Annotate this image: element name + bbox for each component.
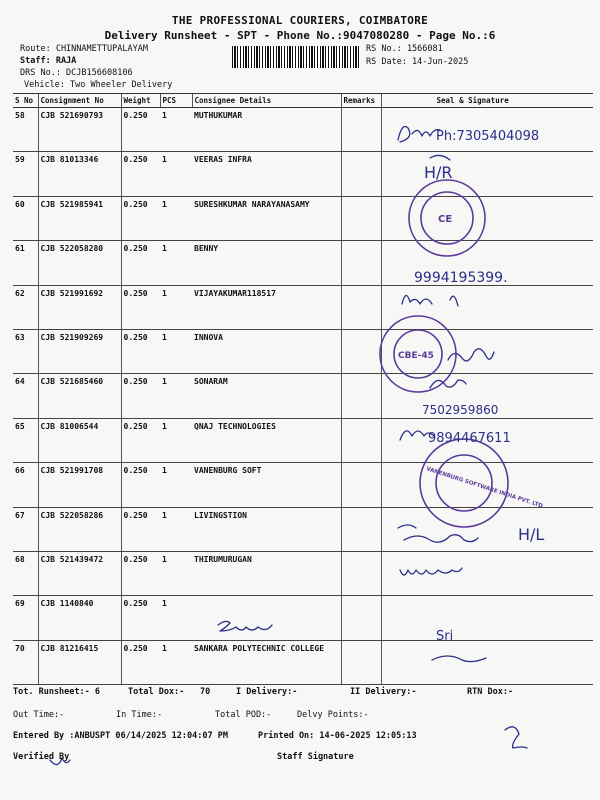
- cell-consignment: CJB 521991708: [38, 463, 121, 507]
- rs-number: RS No.: 1566081: [366, 44, 443, 54]
- cell-weight: 0.250: [121, 418, 160, 462]
- col-header-consignment: Consignment No: [38, 94, 121, 108]
- cell-consignment: CJB 81216415: [38, 640, 121, 684]
- cell-pcs: 1: [160, 507, 192, 551]
- cell-consignment: CJB 81006544: [38, 418, 121, 462]
- cell-consignee: INNOVA: [192, 329, 341, 373]
- handwritten-phone: 7502959860: [422, 403, 499, 417]
- cell-sno: 64: [13, 374, 38, 418]
- cell-consignee: LIVINGSTION: [192, 507, 341, 551]
- cell-consignment: CJB 521439472: [38, 551, 121, 595]
- seal-text: CE: [438, 214, 453, 225]
- verified-by: Verified By: [13, 752, 70, 762]
- handwritten-note: H/L: [518, 525, 545, 544]
- cell-pcs: 1: [160, 374, 192, 418]
- total-dox-label: Total Dox:-: [128, 687, 185, 697]
- signature-scribble: [505, 727, 527, 748]
- cell-weight: 0.250: [121, 551, 160, 595]
- handwritten-phone: 9994195399.: [414, 270, 508, 286]
- i-delivery: I Delivery:-: [236, 687, 298, 697]
- entered-by: Entered By :ANBUSPT 06/14/2025 12:04:07 PM: [13, 731, 228, 741]
- col-header-weight: Weight: [121, 94, 160, 108]
- cell-pcs: 1: [160, 329, 192, 373]
- cell-consignment: CJB 521909269: [38, 329, 121, 373]
- seal-text: VANENBURG SOFTWARE INDIA PVT. LTD: [425, 466, 544, 510]
- signature-scribble: [218, 621, 272, 631]
- cell-consignee: THIRUMURUGAN: [192, 551, 341, 595]
- cell-sno: 67: [13, 507, 38, 551]
- cell-consignee: VANENBURG SOFT: [192, 463, 341, 507]
- cell-pcs: 1: [160, 418, 192, 462]
- cell-weight: 0.250: [121, 196, 160, 240]
- cell-weight: 0.250: [121, 596, 160, 640]
- total-dox-value: 70: [200, 687, 211, 697]
- cell-sno: 62: [13, 285, 38, 329]
- cell-sno: 66: [13, 463, 38, 507]
- cell-weight: 0.250: [121, 285, 160, 329]
- signature-scribble: [402, 295, 458, 306]
- rtn-dox: RTN Dox:-: [467, 687, 514, 697]
- cell-consignment: CJB 521685460: [38, 374, 121, 418]
- handwritten-phone: Ph:7305404098: [436, 129, 540, 144]
- cell-consignment: CJB 521690793: [38, 108, 121, 152]
- cell-sno: 65: [13, 418, 38, 462]
- handwritten-note: Sri: [436, 629, 454, 644]
- staff-signature: Staff Signature: [277, 752, 354, 762]
- cell-pcs: 1: [160, 241, 192, 285]
- cell-sno: 69: [13, 596, 38, 640]
- seal-text: CBE-45: [398, 351, 434, 361]
- tot-runsheet: Tot. Runsheet:- 6: [13, 687, 100, 697]
- cell-weight: 0.250: [121, 374, 160, 418]
- cell-sno: 59: [13, 152, 38, 196]
- cell-consignee: BENNY: [192, 241, 341, 285]
- signature-scribble: [398, 127, 440, 143]
- cell-pcs: 1: [160, 152, 192, 196]
- cell-weight: 0.250: [121, 329, 160, 373]
- cell-consignee: SURESHKUMAR NARAYANASAMY: [192, 196, 341, 240]
- cell-weight: 0.250: [121, 152, 160, 196]
- cell-sno: 68: [13, 551, 38, 595]
- vehicle-label: Vehicle: Two Wheeler Delivery: [24, 80, 173, 90]
- col-header-pcs: PCS: [160, 94, 192, 108]
- staff-label: Staff: RAJA: [20, 56, 77, 66]
- cell-consignee: SONARAM: [192, 374, 341, 418]
- cell-consignee: QNAJ TECHNOLOGIES: [192, 418, 341, 462]
- total-pod: Total POD:-: [215, 710, 272, 720]
- cell-weight: 0.250: [121, 507, 160, 551]
- company-title: THE PROFESSIONAL COURIERS, COIMBATORE: [171, 14, 429, 27]
- col-header-signature: Seal & Signature: [381, 94, 593, 108]
- cell-sno: 60: [13, 196, 38, 240]
- cell-sno: 58: [13, 108, 38, 152]
- cell-consignment: CJB 81013346: [38, 152, 121, 196]
- col-header-remarks: Remarks: [341, 94, 381, 108]
- cell-pcs: 1: [160, 551, 192, 595]
- cell-consignment: CJB 1140840: [38, 596, 121, 640]
- cell-consignee: MUTHUKUMAR: [192, 108, 341, 152]
- col-header-consignee: Consignee Details: [192, 94, 341, 108]
- runsheet-subtitle: Delivery Runsheet - SPT - Phone No.:9047080280 - Page No.:6: [104, 29, 496, 42]
- col-header-sno: S No: [13, 94, 38, 108]
- cell-consignee: VIJAYAKUMAR118517: [192, 285, 341, 329]
- cell-sno: 61: [13, 241, 38, 285]
- cell-pcs: 1: [160, 108, 192, 152]
- handwritten-phone: 9894467611: [428, 431, 511, 446]
- cell-weight: 0.250: [121, 241, 160, 285]
- cell-sno: 63: [13, 329, 38, 373]
- handwritten-note: H/R: [424, 163, 453, 182]
- cell-consignment: CJB 521991692: [38, 285, 121, 329]
- signature-scribble: [430, 380, 466, 388]
- delvy-points: Delvy Points:-: [297, 710, 369, 720]
- cell-pcs: 1: [160, 285, 192, 329]
- printed-on: Printed On: 14-06-2025 12:05:13: [258, 731, 417, 741]
- cell-weight: 0.250: [121, 463, 160, 507]
- cell-consignment: CJB 522058286: [38, 507, 121, 551]
- cell-sno: 70: [13, 640, 38, 684]
- drs-number: DRS No.: DCJB156608106: [20, 68, 133, 78]
- signature-scribble: [400, 568, 462, 575]
- cell-consignee: SANKARA POLYTECHNIC COLLEGE: [192, 640, 341, 684]
- rs-date: RS Date: 14-Jun-2025: [366, 57, 469, 67]
- signature-scribble: [432, 656, 486, 662]
- ii-delivery: II Delivery:-: [350, 687, 417, 697]
- cell-pcs: 1: [160, 463, 192, 507]
- signature-scribble: [430, 155, 450, 160]
- cell-weight: 0.250: [121, 108, 160, 152]
- out-time: Out Time:-: [13, 710, 65, 720]
- route-label: Route: CHINNAMETTUPALAYAM: [20, 44, 148, 54]
- cell-weight: 0.250: [121, 640, 160, 684]
- cell-consignee: VEERAS INFRA: [192, 152, 341, 196]
- cell-pcs: 1: [160, 640, 192, 684]
- cell-consignment: CJB 521985941: [38, 196, 121, 240]
- cell-pcs: 1: [160, 196, 192, 240]
- cell-pcs: 1: [160, 596, 192, 640]
- in-time: In Time:-: [116, 710, 163, 720]
- cell-consignment: CJB 522058280: [38, 241, 121, 285]
